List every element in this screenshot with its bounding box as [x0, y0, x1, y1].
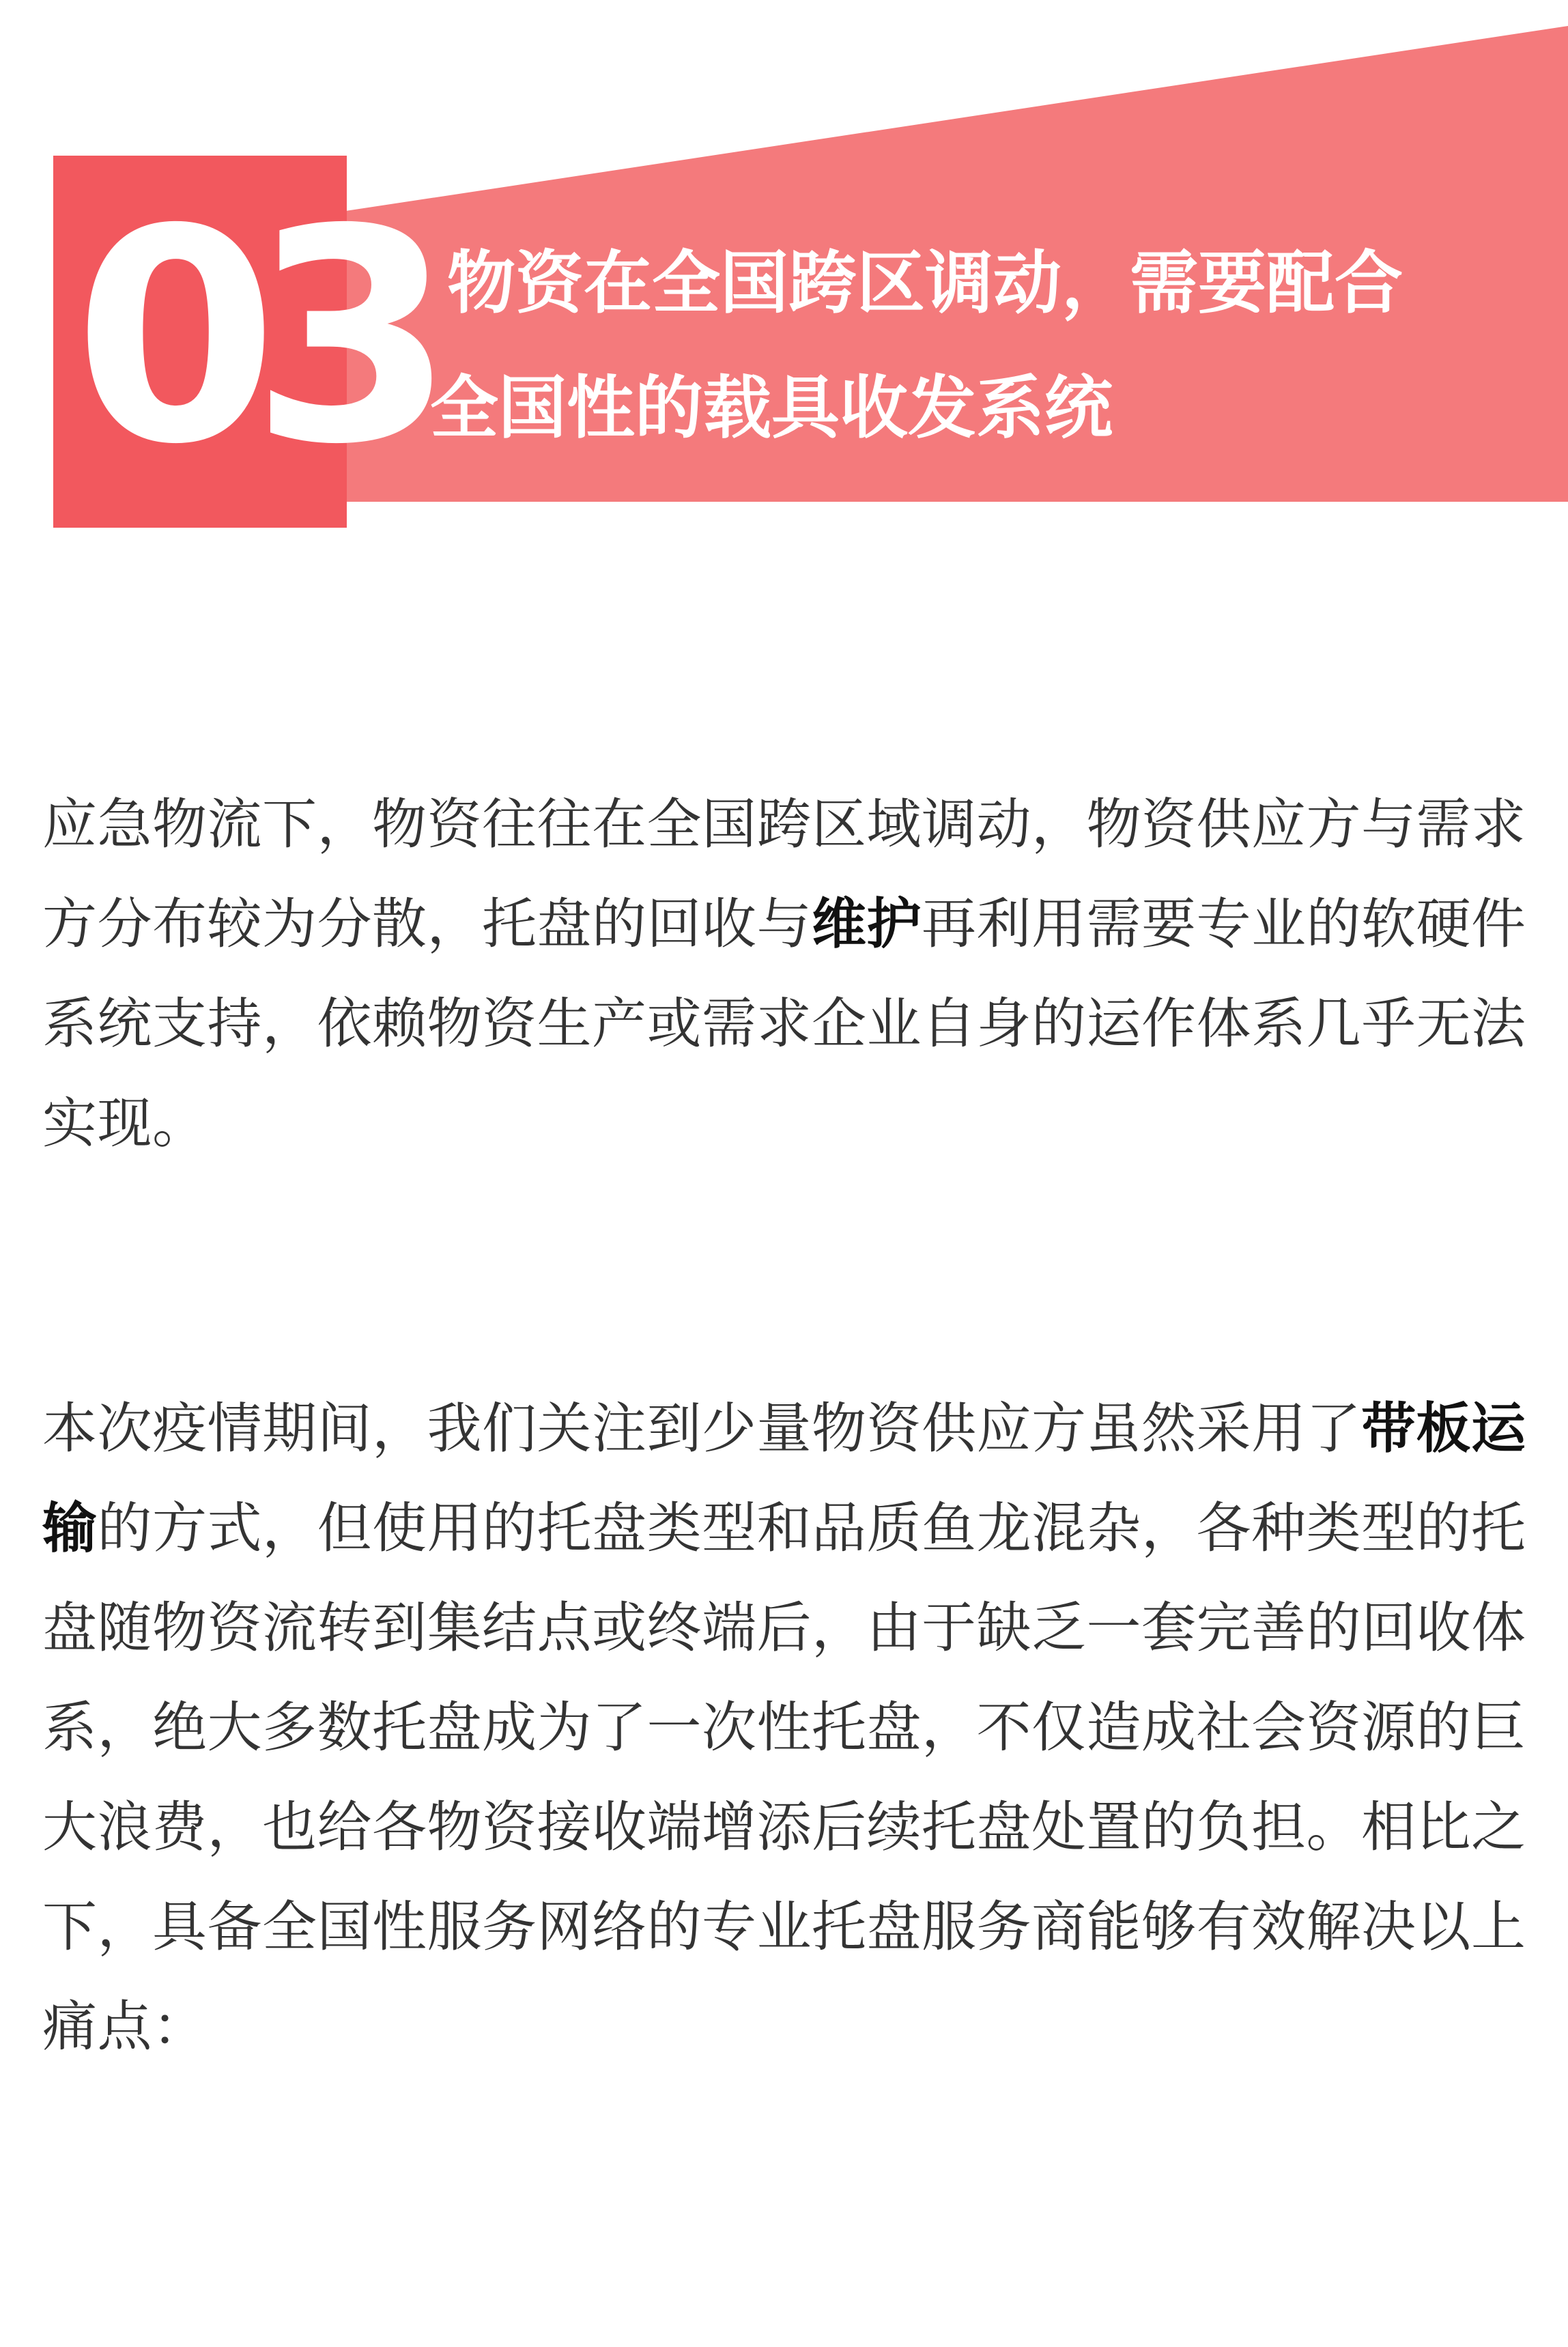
paragraph-1-bold-term: 维护	[812, 892, 922, 956]
paragraph-2-text-b: 的方式，但使用的托盘类型和品质鱼龙混杂，各种类型的托盘随物资流转到集结点或终端后，由于缺乏一套完善的回收体系，绝大多数托盘成为了一次性托盘，不仅造成社会资源的巨大浪费，也给各物资接收端增添后续托盘处置的负担。相比之下，具备全国性服务网络的专业托盘服务商能够有效解决以上痛点：	[42, 1496, 1526, 2058]
body-paragraph-1	[42, 775, 1530, 1174]
section-title-line-1: 物资在全国跨区调动，需要配合	[447, 243, 1403, 323]
body-paragraph-2	[42, 1379, 1530, 2077]
section-number: 03	[74, 167, 428, 509]
section-header	[0, 0, 1568, 532]
section-title-line-2: 全国性的载具收发系统	[430, 368, 1113, 448]
paragraph-1-text-a: 应急物流下，物资往往在全国跨区域调动，物资供应方与需求方分布较为分散，托盘的回收与	[42, 793, 1526, 956]
paragraph-2-text-a: 本次疫情期间，我们关注到少量物资供应方虽然采用了	[42, 1397, 1361, 1460]
paragraph-2-bold-term: 带板运输	[42, 1397, 1526, 1560]
paragraph-1-text-b: 再利用需要专业的软硬件系统支持，依赖物资生产或需求企业自身的运作体系几乎无法实现。	[42, 892, 1526, 1155]
